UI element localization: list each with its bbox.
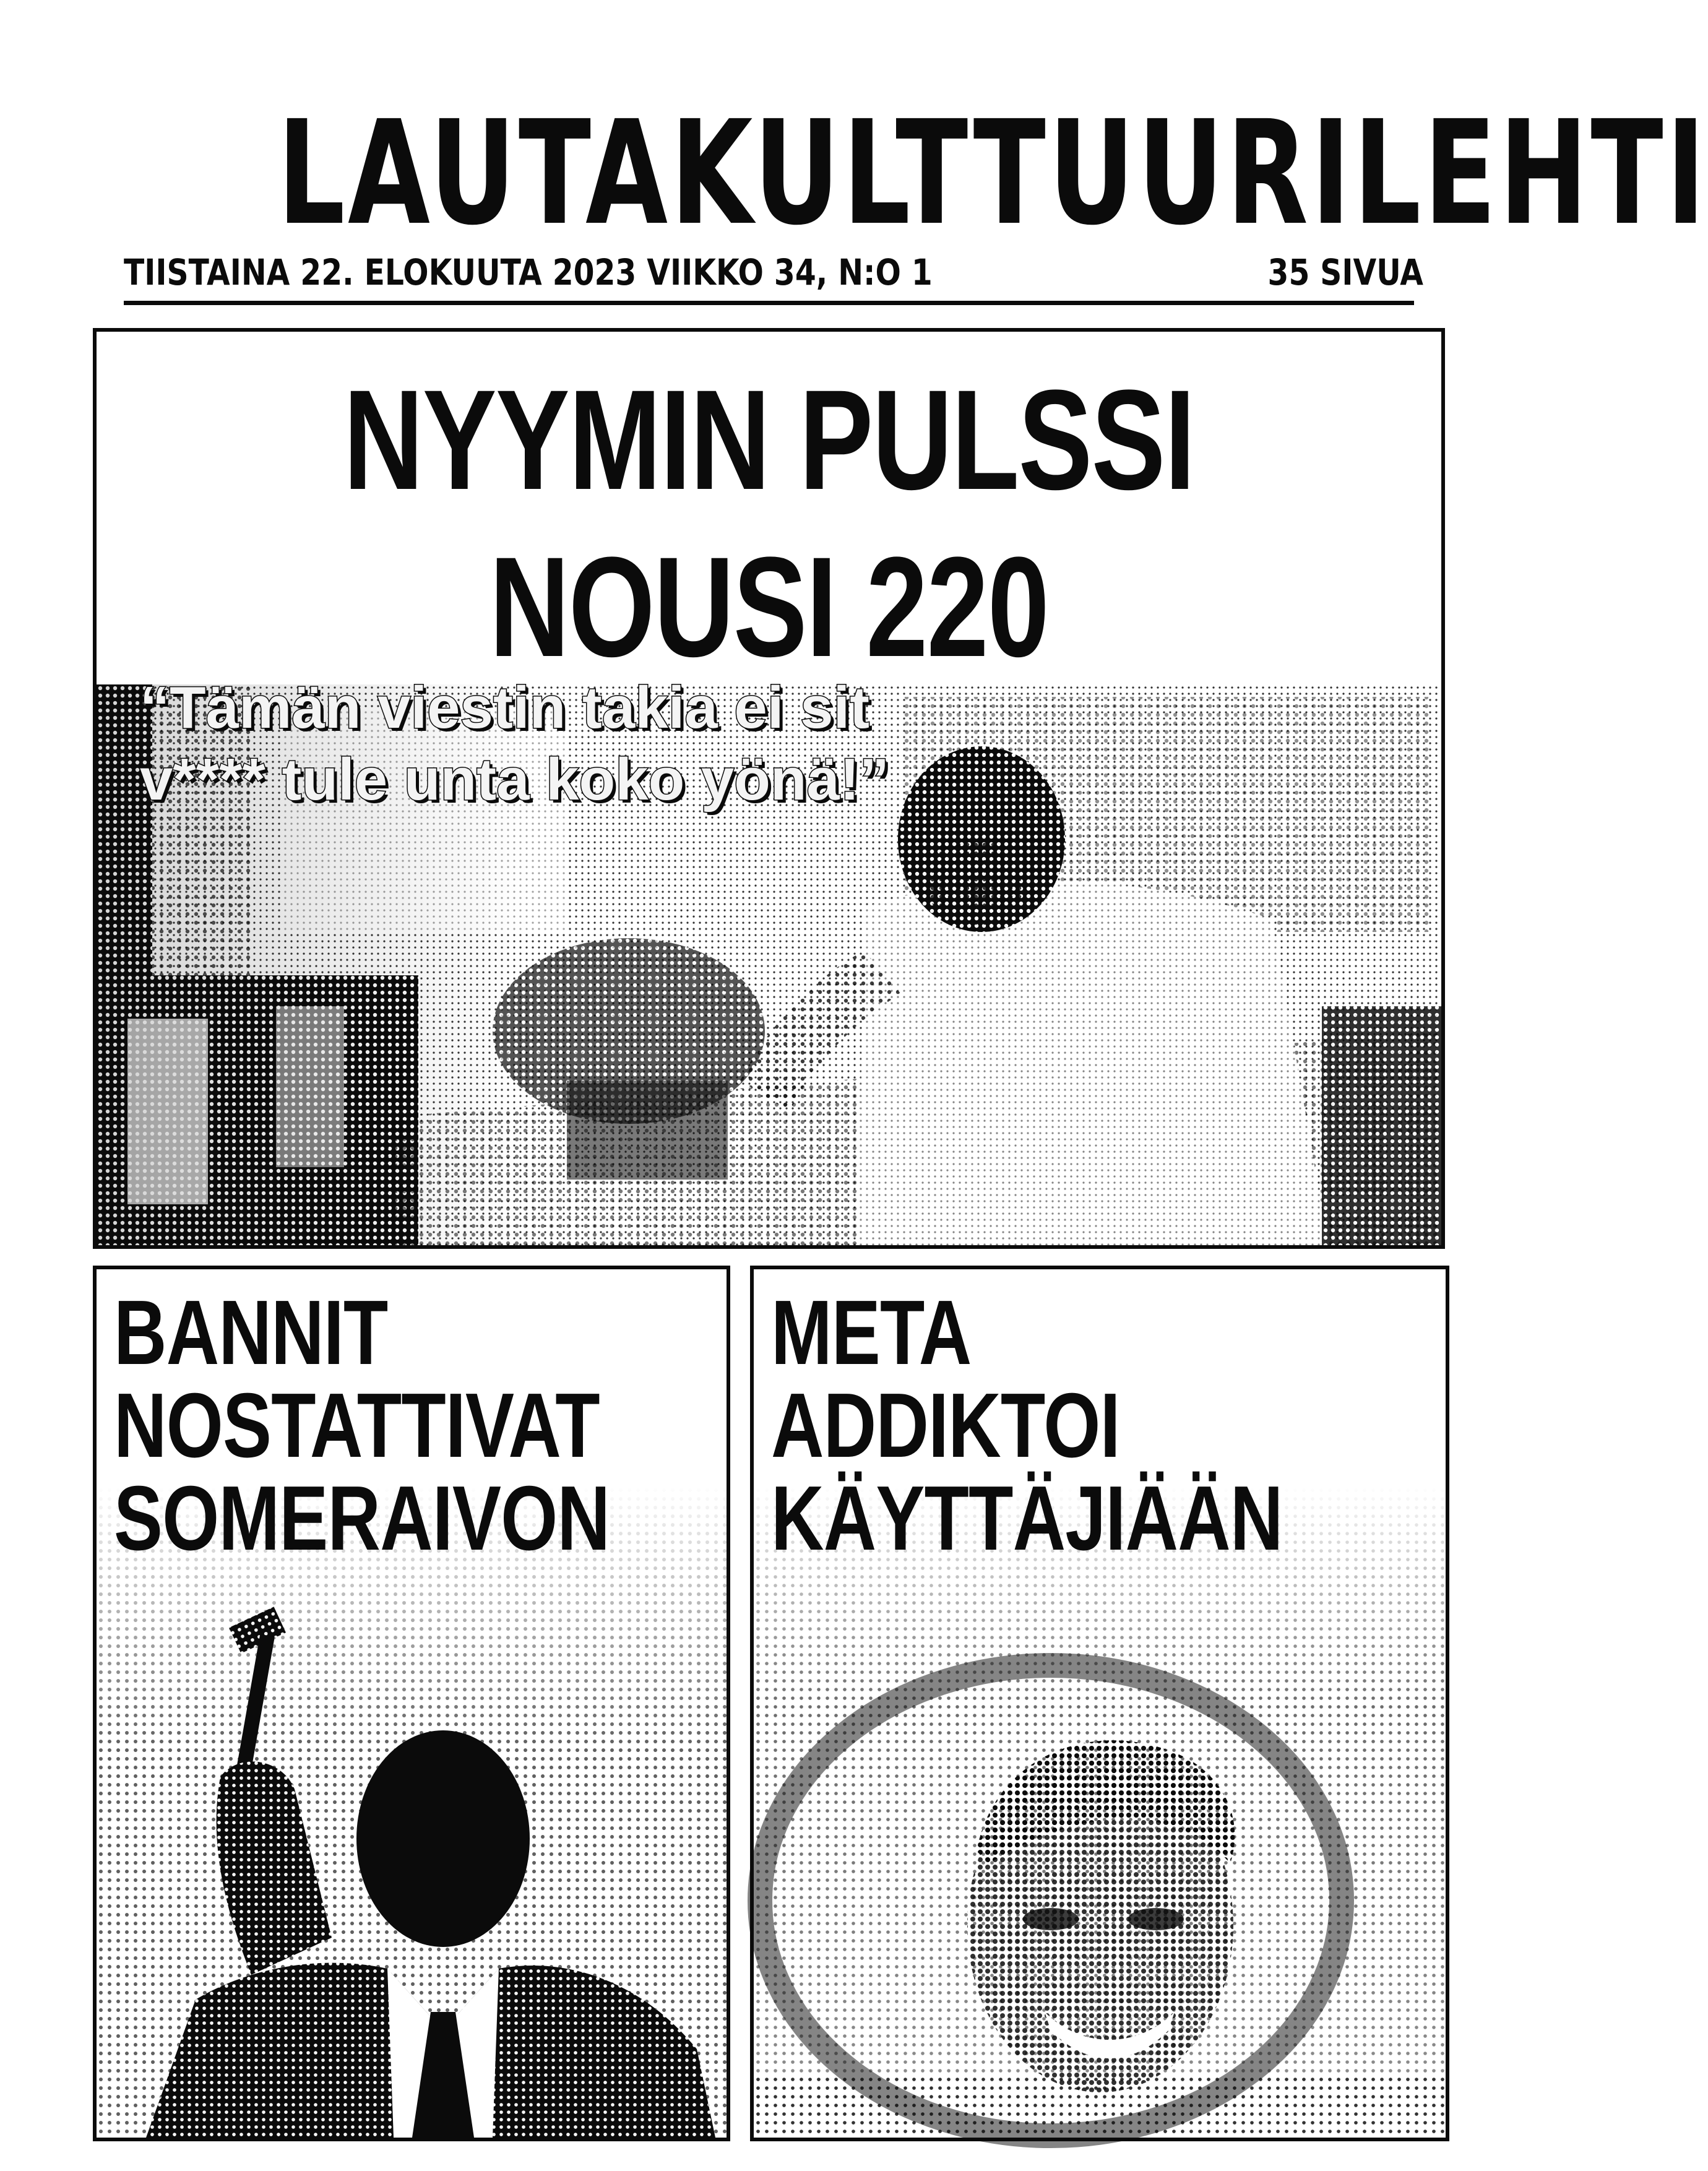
- headline-line: NOSTATTIVAT: [114, 1375, 600, 1477]
- pull-quote: [140, 672, 1006, 816]
- main-story: [93, 328, 1445, 1249]
- issue-dateline: TIISTAINA 22. ELOKUUTA 2023 VIIKKO 34, N:O 1: [124, 251, 933, 293]
- headline-line: BANNIT: [114, 1282, 388, 1384]
- newspaper-masthead: LAUTAKULTTUURILEHTI: [277, 90, 1708, 257]
- headline-line: SOMERAIVON: [114, 1467, 610, 1569]
- story-bans: [93, 1266, 730, 2141]
- headline-line: META: [771, 1282, 972, 1384]
- page-count: 35 SIVUA: [1267, 251, 1423, 293]
- headline-line: KÄYTTÄJIÄÄN: [771, 1467, 1283, 1569]
- masthead-rule: [124, 301, 1414, 305]
- headline-line: ADDIKTOI: [771, 1375, 1120, 1477]
- story-meta: [750, 1266, 1449, 2141]
- pull-quote-line-2: v**** tule unta koko yönä!”: [140, 746, 889, 813]
- pull-quote-line-1: “Tämän viestin takia ei sit: [140, 675, 870, 741]
- main-headline-line-1: NYYMIN PULSSI: [343, 360, 1195, 519]
- story-meta-headline: [771, 1282, 1415, 1569]
- story-bans-headline: [114, 1282, 757, 1569]
- main-headline-line-2: NOUSI 220: [489, 527, 1049, 686]
- main-headline: [244, 356, 1293, 691]
